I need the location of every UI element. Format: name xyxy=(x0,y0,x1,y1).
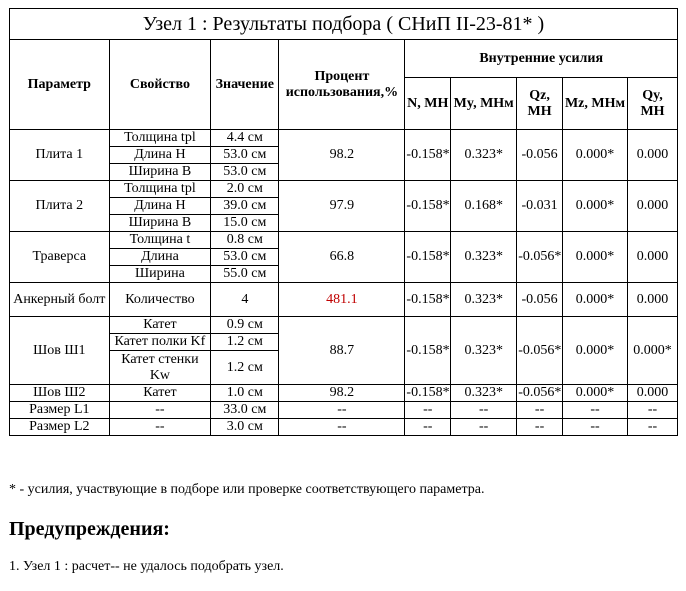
n-cell: -0.158* xyxy=(406,385,450,400)
value-cell: 39.0 см xyxy=(211,198,279,215)
my-cell: 0.323* xyxy=(451,283,517,317)
value-cell: 2.0 см xyxy=(211,181,279,198)
my-cell: 0.323* xyxy=(451,317,517,385)
header-Mz: Mz, МНм xyxy=(562,78,627,130)
row-param: Шов Ш1 xyxy=(10,317,110,385)
mz-cell: 0.000* xyxy=(562,181,627,232)
value-cell: 15.0 см xyxy=(211,215,279,232)
percent-cell: 98.2 xyxy=(279,130,405,181)
header-Qz: Qz, МН xyxy=(517,78,563,130)
percent-cell: -- xyxy=(279,402,405,419)
mz-cell: 0.000* xyxy=(562,130,627,181)
qz-cell: -- xyxy=(517,419,563,436)
value-cell: 0.8 см xyxy=(211,232,279,249)
value-cell: 1.0 см xyxy=(211,385,279,402)
prop-cell: Катет xyxy=(109,317,211,334)
header-N: N, МН xyxy=(405,78,451,130)
percent-cell: 66.8 xyxy=(279,232,405,283)
value-cell: 4 xyxy=(211,283,279,317)
n-cell: -- xyxy=(405,419,451,436)
warnings-heading: Предупреждения: xyxy=(9,518,170,540)
qz-cell: -0.056 xyxy=(517,283,563,317)
mz-cell: 0.000* xyxy=(562,232,627,283)
qy-cell: 0.000* xyxy=(628,317,678,385)
prop-cell: Длина H xyxy=(109,147,211,164)
footnote: * - усилия, участвующие в подборе или проверке соответствующего параметра. xyxy=(9,482,485,497)
n-cell: -0.158* xyxy=(405,181,451,232)
value-cell: 1.2 см xyxy=(211,334,279,351)
value-cell: 53.0 см xyxy=(211,249,279,266)
qy-cell: 0.000 xyxy=(628,130,678,181)
prop-cell: Катет xyxy=(109,385,211,402)
qz-cell: -0.056 xyxy=(517,130,563,181)
value-cell: 53.0 см xyxy=(211,164,279,181)
header-param: Параметр xyxy=(10,40,110,130)
percent-cell-over-limit: 481.1 xyxy=(279,283,405,317)
qz-cell: -- xyxy=(517,402,563,419)
n-cell: -0.158* xyxy=(405,283,451,317)
header-value: Значение xyxy=(211,40,279,130)
percent-cell: 97.9 xyxy=(279,181,405,232)
prop-cell: Толщина tpl xyxy=(109,130,211,147)
row-param: Размер L2 xyxy=(10,419,110,436)
value-cell: 33.0 см xyxy=(211,402,279,419)
value-cell: 55.0 см xyxy=(211,266,279,283)
row-param: Анкерный болт xyxy=(10,283,110,317)
results-table xyxy=(9,8,678,436)
prop-cell: Катет стенки Kw xyxy=(109,351,211,385)
qz-cell: -0.056* xyxy=(518,385,562,400)
header-prop: Свойство xyxy=(109,40,211,130)
my-cell: -- xyxy=(451,419,517,436)
prop-cell: Ширина xyxy=(109,266,211,283)
row-param: Плита 1 xyxy=(10,130,110,181)
prop-cell: Длина H xyxy=(109,198,211,215)
mz-cell: 0.000* xyxy=(562,385,627,402)
mz-cell: 0.000* xyxy=(562,283,627,317)
warning-item: 1. Узел 1 : расчет-- не удалось подобрать узел. xyxy=(9,559,284,574)
table-title: Узел 1 : Результаты подбора ( СНиП II-23-81* ) xyxy=(10,9,678,40)
n-cell: -0.158* xyxy=(405,232,451,283)
n-cell: -- xyxy=(405,402,451,419)
prop-cell: Толщина tpl xyxy=(109,181,211,198)
prop-cell: Ширина B xyxy=(109,164,211,181)
my-cell: 0.323* xyxy=(451,385,517,402)
row-param: Траверса xyxy=(10,232,110,283)
qz-cell: -0.031 xyxy=(517,181,563,232)
n-cell: -0.158* xyxy=(405,130,451,181)
prop-cell: -- xyxy=(109,402,211,419)
qy-cell: 0.000 xyxy=(628,232,678,283)
header-My: My, МНм xyxy=(451,78,517,130)
row-param: Плита 2 xyxy=(10,181,110,232)
value-cell: 1.2 см xyxy=(211,351,279,385)
prop-cell: Катет полки Kf xyxy=(109,334,211,351)
header-percent: Процент использования,% xyxy=(279,40,405,130)
row-param: Размер L1 xyxy=(10,402,110,419)
row-param: Шов Ш2 xyxy=(10,385,110,402)
qy-cell: -- xyxy=(628,402,678,419)
mz-cell: 0.000* xyxy=(562,317,627,385)
prop-cell: Толщина t xyxy=(109,232,211,249)
mz-cell: -- xyxy=(562,419,627,436)
value-cell: 0.9 см xyxy=(211,317,279,334)
mz-cell: -- xyxy=(562,402,627,419)
header-Qy: Qy, МН xyxy=(628,78,678,130)
my-cell: -- xyxy=(451,402,517,419)
my-cell: 0.168* xyxy=(451,181,517,232)
prop-cell: Количество xyxy=(109,283,211,317)
prop-cell: Ширина B xyxy=(109,215,211,232)
prop-cell: -- xyxy=(109,419,211,436)
qy-cell: -- xyxy=(628,419,678,436)
value-cell: 53.0 см xyxy=(211,147,279,164)
prop-cell: Длина xyxy=(109,249,211,266)
qy-cell: 0.000 xyxy=(628,385,678,402)
percent-cell: -- xyxy=(279,419,405,436)
header-forces: Внутренние усилия xyxy=(405,40,678,78)
my-cell: 0.323* xyxy=(451,130,517,181)
qz-cell: -0.056* xyxy=(517,232,563,283)
percent-cell: 98.2 xyxy=(279,385,405,402)
n-cell: -0.158* xyxy=(405,317,451,385)
qz-cell: -0.056* xyxy=(517,317,563,385)
qy-cell: 0.000 xyxy=(628,181,678,232)
percent-cell: 88.7 xyxy=(279,317,405,385)
table-body xyxy=(10,130,678,436)
value-cell: 3.0 см xyxy=(211,419,279,436)
my-cell: 0.323* xyxy=(451,232,517,283)
value-cell: 4.4 см xyxy=(211,130,279,147)
qy-cell: 0.000 xyxy=(628,283,678,317)
